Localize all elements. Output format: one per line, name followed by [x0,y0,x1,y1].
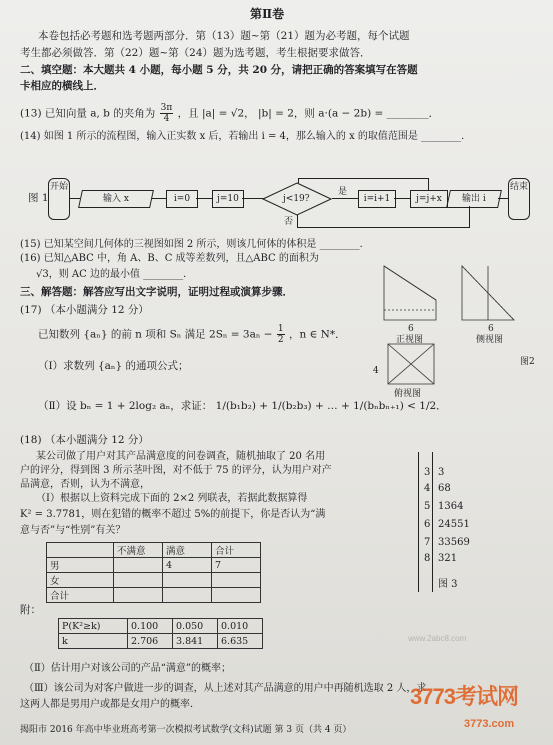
flowchart-label: 图 1 [28,192,49,204]
flow-no: 否 [284,217,294,227]
question-17-part-1: （Ⅰ）求数列 {aₙ} 的通项公式； [38,360,189,372]
fill-in-header: 二、填空题：本大题共 4 小题，每小题 5 分，共 20 分，请把正确的答案填写在答题 [20,64,418,76]
fill-in-header-2: 卡相应的横线上． [20,80,104,92]
flow-start: 开始 [48,178,70,220]
dim-front: 6 [408,324,414,334]
q18-line-3: 品满意，否则，认为不满意， [20,479,150,490]
question-18-part-3-cont: 这两人都是男用户或都是女用户的概率． [20,699,200,710]
q18-line-4: （Ⅰ）根据以上资料完成下面的 2×2 列联表，若据此数据算得 [36,493,308,504]
flow-j10: j=10 [212,190,244,208]
q18-line-1: 某公司做了用户对其产品满意度的问卷调查，随机抽取了 20 名用 [36,451,326,462]
flow-end: 结束 [508,178,530,220]
front-view-label: 正视图 [396,335,424,345]
question-18-part-2: （Ⅱ）估计用户对该公司的产品“满意”的概率； [24,663,232,674]
watermark-small: www.2abc8.com [408,634,467,643]
q18-line-6: 意与否”与“性别”有关？ [20,525,126,536]
watermark-url: 3773.com [464,718,515,730]
question-17: (17) （本小题满分 12 分） [20,304,149,316]
question-16-cont: √3，则 AC 边的最小值 ________． [36,269,194,280]
question-17-stem: 已知数列 {aₙ} 的前 n 项和 Sₙ 满足 2Sₙ = 3aₙ − $\frac{1}{2}$ ，n ∈ N*． [38,324,346,345]
table-row: P(K²≥k) 0.100 0.050 0.010 [59,619,263,634]
flow-i0: i=0 [166,190,198,208]
flow-iinc: i=i+1 [358,190,396,208]
question-15: (15) 已知某空间几何体的三视图如图 2 所示，则该几何体的体积是 ________． [20,239,370,250]
section-title: 第Ⅱ卷 [250,7,285,21]
intro-line-1: 本卷包括必考题和选考题两部分．第（13）题~第（21）题为必考题，每个试题 [38,30,410,42]
figure-3-label: 图 3 [438,579,458,590]
flow-input: 输入 x [78,190,154,208]
question-18-part-3: （Ⅲ）该公司为对客户做进一步的调查，从上述对其产品满意的用户中再随机选取 2 人，求 [24,683,427,694]
exam-page: 第Ⅱ卷 本卷包括必考题和选考题两部分．第（13）题~第（21）题为必考题，每个试题 考生都必须做答．第（22）题~第（24）题为选考题，考生根据要求做答． 二、填空题：本大题共 4 小题，每小题 5 分，共 20 分，请把正确的答案填写在答题 卡相应的横线上． (13) 已知向量 a, b 的夹角为 $\frac{3\pi}{4}$ ，且 |a| = √2， |b| = 2，则 a·(a − 2b) = ________． (14) 如图 1 所示的流程图，输入正实数 x 后，若输出 i = 4，那么输入的 x 的取值范围是 ________． 图 1 开始 输入 x i=0 j=10 j<19? 是 i=i+1 j=j+x 否 输出 i 结束 (15) 已知某空间几何体的三视图如图 2 所示，则该几何体的体积是 ________． (16) 已知△ABC 中，角 A、B、C 成等差数列，且△ABC 的面积为 √3，则 AC 边的最小值 ________． 6 6 4 正视图 侧视图 俯视图 图2 三、解答题：解答应写出文字说明，证明过程或演算步骤． (17) （本小题满分 12 分） 已知数列 {aₙ} 的前 n 项和 Sₙ 满足 2Sₙ = 3aₙ − $\frac{1}{2}$ ，n ∈ N*． （Ⅰ）求数列 {aₙ} 的通项公式； （Ⅱ）设 bₙ = 1 + 2log₂ aₙ，求证： 1/(b₁b₂) + 1/(b₂b₃) + … + 1/(bₙbₙ₊₁) < 1/2． (18) （本小题满分 12 分） 某公司做了用户对其产品满意度的问卷调查，随机抽取了 20 名用 户的评分，得到图 3 所示茎叶图，对不低于 75 的评分，认为用户对产 品满意，否则，认为不满意， （Ⅰ）根据以上资料完成下面的 2×2 列联表，若据此数据算得 K² = 3.7781，则在犯错的概率不超过 5%的前提下，你是否认为“满 意与否”与“性别”有关？ 不满意 满意 合计 男 4 7 女 合计 3 3 4 68 5 1364 6 24551 7 33569 8 321 图 3 附： P(K²≥k) 0.100 0.050 0.010 k 2.706 3.841 6.635 www.2abc8.com （Ⅱ）估计用户对该公司的产品“满意”的概率； （Ⅲ）该公司为对客户做进一步的调查，从上述对其产品满意的用户中再随机选取 2 人，求 这两人都是男用户或都是女用户的概率． 揭阳市 2016 年高中毕业班高考第一次模拟考试数学(文科)试题 第 3 页（共 4 页） 3773考试网 3773.com [0,0,553,745]
three-views-figure-2 [378,262,538,392]
dim-side: 6 [488,324,494,334]
q18-line-2: 户的评分，得到图 3 所示茎叶图，对不低于 75 的评分，认为用户对产 [20,465,332,476]
flow-jinc: j=j+x [410,190,448,208]
question-18: (18) （本小题满分 12 分） [20,434,149,446]
flow-condition: j<19? [283,194,310,204]
flow-yes: 是 [338,187,348,197]
solve-header: 三、解答题：解答应写出文字说明，证明过程或演算步骤． [20,286,293,298]
table-row: 男 4 7 [47,558,261,573]
question-16: (16) 已知△ABC 中，角 A、B、C 成等差数列，且△ABC 的面积为 [20,253,319,264]
intro-line-2: 考生都必须做答．第（22）题~第（24）题为选考题，考生根据要求做答． [20,47,371,59]
table-row: 合计 [47,588,261,603]
watermark-brand: 3773考试网 [410,684,518,709]
page-footer: 揭阳市 2016 年高中毕业班高考第一次模拟考试数学(文科)试题 第 3 页（共 4 页） [20,725,352,735]
critical-value-table [58,618,263,649]
table-row: 不满意 满意 合计 [47,543,261,558]
contingency-table [46,542,261,603]
fraction-3pi-4: $\frac{3\pi}{4}$ [160,103,173,124]
question-14: (14) 如图 1 所示的流程图，输入正实数 x 后，若输出 i = 4，那么输入的 x 的取值范围是 ________． [20,131,472,142]
table-row: 女 [47,573,261,588]
q18-line-5: K² = 3.7781，则在犯错的概率不超过 5%的前提下，你是否认为“满 [20,509,326,520]
top-view-label: 俯视图 [394,389,422,399]
dim-top: 4 [373,366,379,376]
flow-output: 输出 i [446,190,502,208]
figure-2-label: 图2 [520,357,535,367]
table-row: k 2.706 3.841 6.635 [59,634,263,649]
appendix-label: 附： [20,604,41,616]
question-13: (13) 已知向量 a, b 的夹角为 $\frac{3\pi}{4}$ ，且 |a| = √2， |b| = 2，则 a·(a − 2b) = ________． [20,103,440,124]
question-17-part-2: （Ⅱ）设 bₙ = 1 + 2log₂ aₙ，求证： 1/(b₁b₂) + 1/(b₂b₃) + … + 1/(bₙbₙ₊₁) < 1/2． [38,400,447,412]
side-view-label: 侧视图 [476,335,504,345]
